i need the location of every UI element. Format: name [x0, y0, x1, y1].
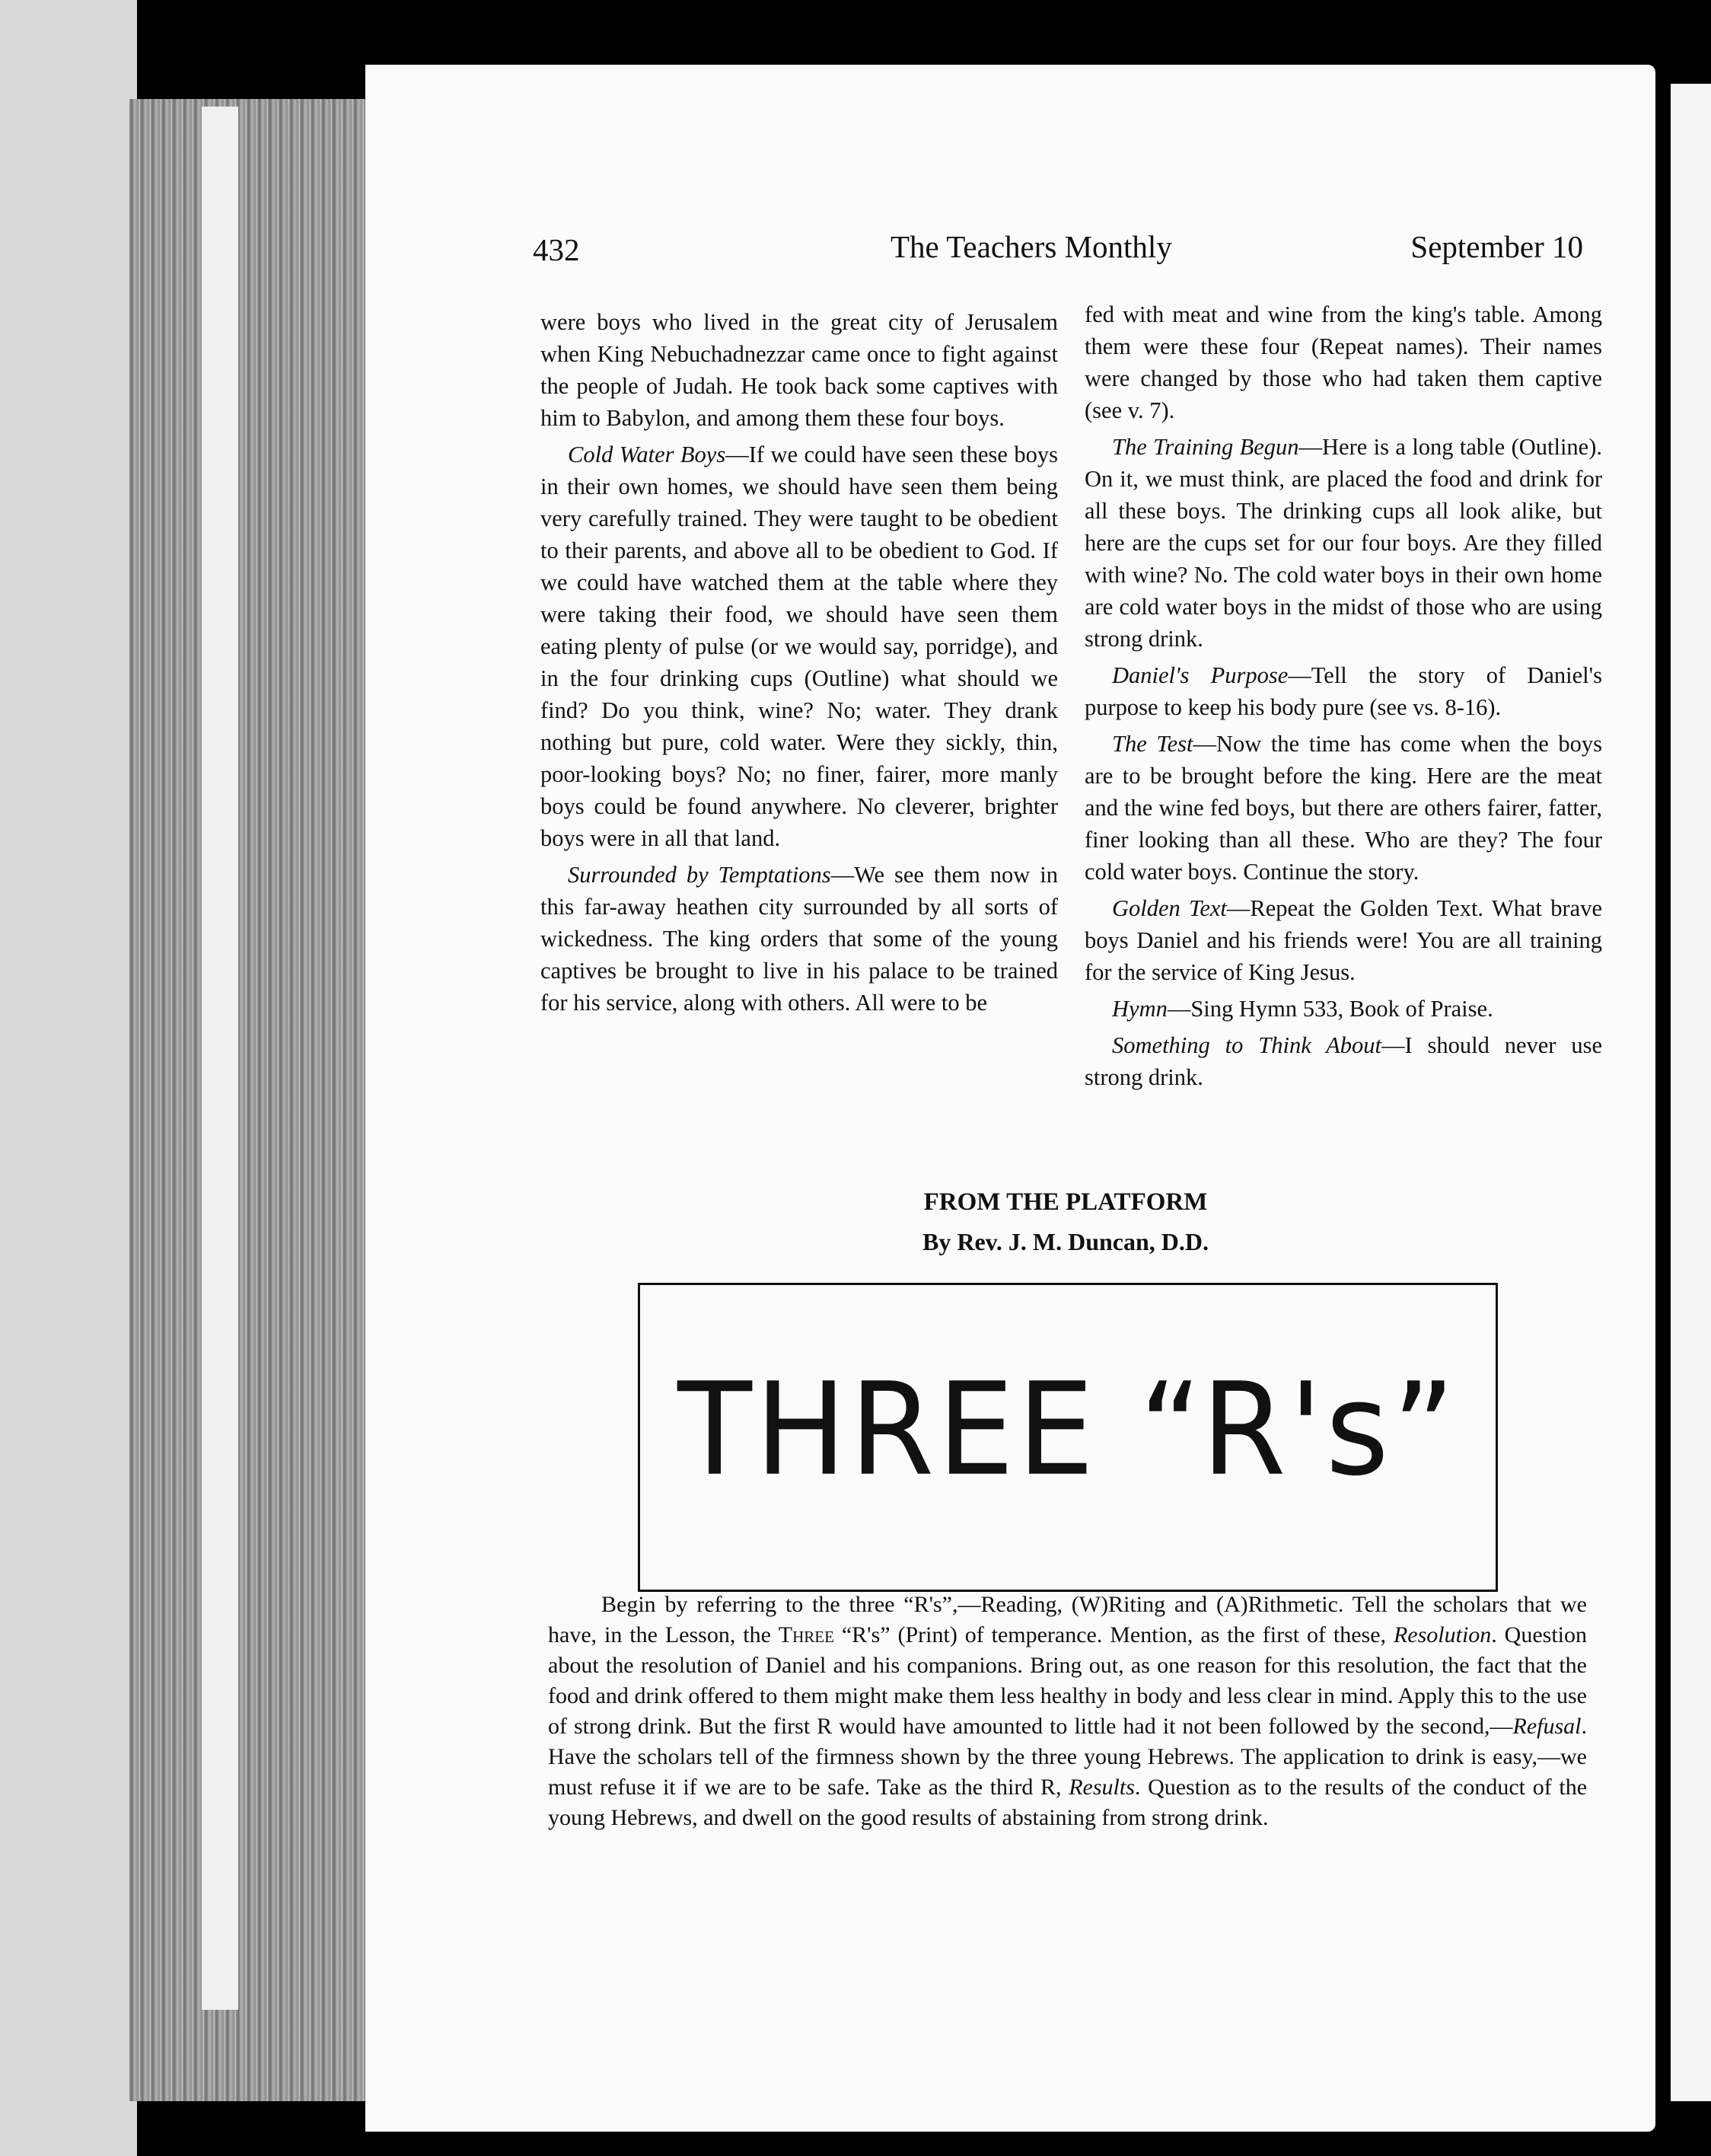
page-number: 432: [533, 232, 580, 267]
blackboard-box: [638, 1283, 1498, 1592]
running-header: [533, 228, 1583, 274]
adjacent-page-edge: [1671, 84, 1711, 2101]
book-page-edges: [129, 99, 381, 2101]
byline: By Rev. J. M. Duncan, D.D.: [922, 1228, 1209, 1255]
paragraph: Hymn—Sing Hymn 533, Book of Praise.: [1112, 996, 1493, 1022]
platform-section: [761, 1184, 1370, 1260]
section-head: Surrounded by Temptations: [568, 862, 831, 888]
paragraph: Golden Text—Repeat the Golden Text. What brave boys Daniel and his friends were! You are all training for the service of King Jesus.: [1085, 895, 1603, 985]
paragraph: The Training Begun—Here is a long table (Outline). On it, we must think, are placed the food and drink for all these boys. The drinking cups all look alike, but here are the cups set for our four boys. Are they filled with wine? No. The cold water boys in their own home are cold water boys in the midst of those who are using strong drink.: [1085, 434, 1602, 652]
paragraph: Something to Think About—I should never use strong drink.: [1085, 1032, 1602, 1090]
section-head: Something to Think About: [1112, 1032, 1381, 1058]
journal-title: The Teachers Monthly: [891, 229, 1172, 264]
paragraph: The Test—Now the time has come when the boys are to be brought before the king. Here are the meat and the wine fed boys, but there are others fairer, fatter, finer looking than all these. Who are they? The four cold water boys. Continue the story.: [1085, 731, 1603, 885]
closing-paragraph: [548, 1590, 1587, 1833]
section-head: Cold Water Boys: [568, 442, 726, 467]
section-head: Hymn: [1112, 996, 1168, 1022]
section-head: Daniel's Purpose: [1112, 662, 1289, 688]
box-lettering: THREE “R's”: [677, 1354, 1458, 1504]
paragraph: Daniel's Purpose—Tell the story of Daniel's purpose to keep his body pure (see vs. 8-16).: [1085, 662, 1603, 720]
section-head: The Test: [1112, 731, 1193, 757]
section-head: Golden Text: [1112, 895, 1227, 921]
paragraph: Surrounded by Temptations—We see them now in this far-away heathen city surrounded by all sorts of wickedness. The king orders that some of the young captives be brought to live in his palace to be trained for his service, along with others. All were to be: [540, 862, 1059, 1016]
paragraph: were boys who lived in the great city of Jerusalem when King Nebuchadnezzar came once to fight against the people of Judah. He took back some captives with him to Babylon, and among them these four boys.: [540, 309, 1058, 431]
paragraph: Begin by referring to the three “R's”,—Reading, (W)Riting and (A)Rithmetic. Tell the scholars that we have, in the Lesson, the Three “R's” (Print) of temperance. Mention, as the first of these, Resolution. Question about the resolution of Daniel and his companions. Bring out, as one reason for this resolution, the fact that the food and drink offered to them might make them less healthy in body and less clear in mind. Apply this to the use of strong drink. But the first R would have amounted to little had it not been followed by the second,—Refusal. Have the scholars tell of the firmness shown by the three young Hebrews. The application to drink is easy,—we must refuse it if we are to be safe. Take as the third R, Results. Question as to the results of the conduct of the young Hebrews, and dwell on the good results of abstaining from strong drink.: [548, 1592, 1588, 1830]
left-margin: [0, 0, 137, 2156]
paragraph: Cold Water Boys—If we could have seen these boys in their own homes, we should have seen them being very carefully trained. They were taught to be obedient to their parents, and above all to be obedient to God. If we could have watched them at the table where they were taking their food, we should have seen them eating plenty of pulse (or we would say, porridge), and in the four drinking cups (Outline) what should we find? Do you think, wine? No; water. They drank nothing but pure, cold water. Were they sickly, thin, poor-looking boys? No; no finer, fairer, more manly boys could be found anywhere. No cleverer, brighter boys were in all that land.: [540, 442, 1059, 851]
issue-date: September 10: [1410, 229, 1583, 264]
section-head: The Training Begun: [1112, 434, 1299, 460]
left-column: [540, 306, 1058, 1019]
paragraph: fed with meat and wine from the king's table. Among them were these four (Repeat names). Their names were changed by those who had taken them captive (see v. 7).: [1085, 301, 1602, 423]
book-page-edge-highlight: [202, 107, 238, 2010]
section-heading: FROM THE PLATFORM: [923, 1188, 1208, 1216]
right-column: [1085, 298, 1602, 1093]
